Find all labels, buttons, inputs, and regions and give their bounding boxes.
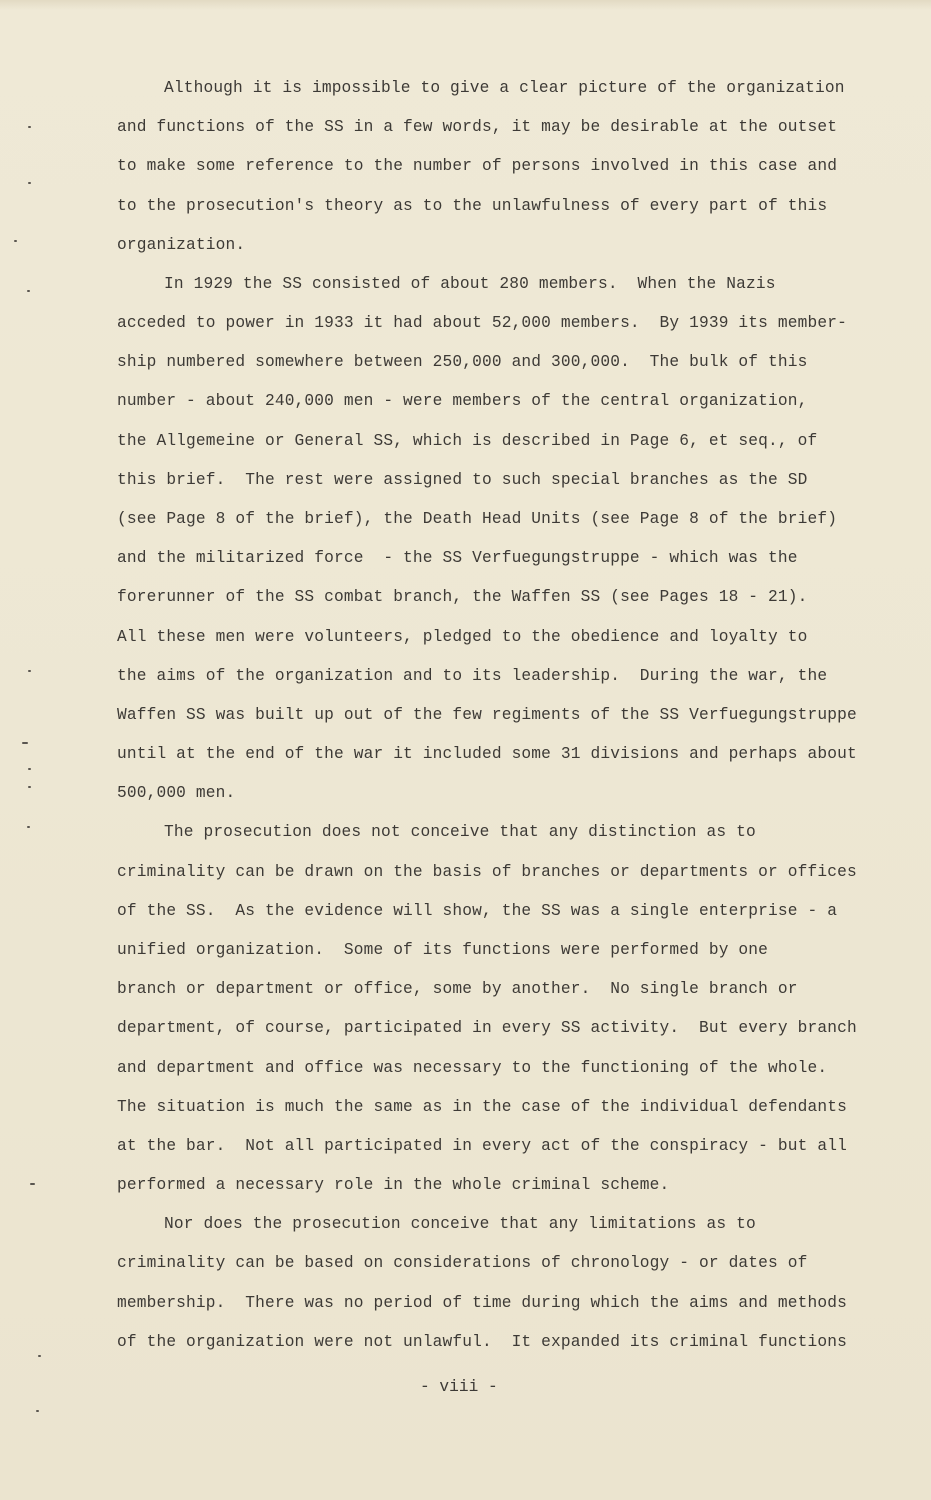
margin-mark xyxy=(36,1410,39,1412)
margin-mark xyxy=(28,126,31,128)
text-line: The situation is much the same as in the case of the individual defendants xyxy=(117,1097,847,1116)
text-line: criminality can be based on considerations of chronology - or dates of xyxy=(117,1254,808,1273)
text-line: of the SS. As the evidence will show, the SS was a single enterprise - a xyxy=(117,901,838,920)
text-line: the aims of the organization and to its leadership. During the war, the xyxy=(117,666,828,685)
text-line: ship numbered somewhere between 250,000 and 300,000. The bulk of this xyxy=(117,353,808,372)
text-line: department, of course, participated in every SS activity. But every branch xyxy=(117,1019,857,1038)
text-line: (see Page 8 of the brief), the Death Head Units (see Page 8 of the brief) xyxy=(117,510,838,528)
margin-mark xyxy=(28,670,31,672)
text-line: and the militarized force - the SS Verfuegungstruppe - which was the xyxy=(117,549,798,568)
text-line: organization. xyxy=(117,235,246,254)
text-line: to the prosecution's theory as to the unlawfulness of every part of this xyxy=(117,196,828,215)
page-number: - viii - xyxy=(420,1378,498,1396)
text-line: Nor does the prosecution conceive that any limitations as to xyxy=(164,1215,756,1234)
text-line: 500,000 men. xyxy=(117,784,236,803)
text-line: the Allgemeine or General SS, which is described in Page 6, et seq., of xyxy=(117,431,818,450)
margin-mark xyxy=(28,768,31,770)
margin-mark xyxy=(28,182,31,184)
text-line: and department and office was necessary to the functioning of the whole. xyxy=(117,1058,828,1077)
text-line: to make some reference to the number of persons involved in this case and xyxy=(117,157,838,176)
page-top-edge xyxy=(0,0,931,10)
margin-mark xyxy=(27,826,30,828)
margin-mark xyxy=(38,1355,41,1357)
text-line: Waffen SS was built up out of the few regiments of the SS Verfuegungstruppe xyxy=(117,705,857,724)
text-line: branch or department or office, some by another. No single branch or xyxy=(117,980,798,999)
text-line: number - about 240,000 men - were members of the central organization, xyxy=(117,392,808,411)
text-line: In 1929 the SS consisted of about 280 members. When the Nazis xyxy=(164,274,776,293)
text-line: performed a necessary role in the whole criminal scheme. xyxy=(117,1176,670,1194)
text-line: of the organization were not unlawful. It expanded its criminal functions xyxy=(117,1332,847,1351)
text-line: this brief. The rest were assigned to such special branches as the SD xyxy=(117,470,808,489)
text-line: The prosecution does not conceive that any distinction as to xyxy=(164,823,756,842)
margin-mark xyxy=(14,240,17,242)
text-line: All these men were volunteers, pledged to the obedience and loyalty to xyxy=(117,627,808,646)
text-line: criminality can be drawn on the basis of branches or departments or offices xyxy=(117,862,857,881)
margin-mark xyxy=(28,786,31,788)
text-line: and functions of the SS in a few words, it may be desirable at the outset xyxy=(117,118,838,137)
text-line: membership. There was no period of time during which the aims and methods xyxy=(117,1293,847,1312)
text-line: until at the end of the war it included some 31 divisions and perhaps about xyxy=(117,745,857,764)
margin-mark xyxy=(30,1183,35,1185)
margin-mark xyxy=(22,742,28,744)
text-line: forerunner of the SS combat branch, the Waffen SS (see Pages 18 - 21). xyxy=(117,588,808,607)
margin-mark xyxy=(27,290,30,292)
text-line: unified organization. Some of its functions were performed by one xyxy=(117,941,769,959)
text-line: Although it is impossible to give a clear picture of the organization xyxy=(164,79,845,97)
text-line: at the bar. Not all participated in every act of the conspiracy - but all xyxy=(117,1136,847,1155)
text-line: acceded to power in 1933 it had about 52,000 members. By 1939 its member- xyxy=(117,314,847,333)
